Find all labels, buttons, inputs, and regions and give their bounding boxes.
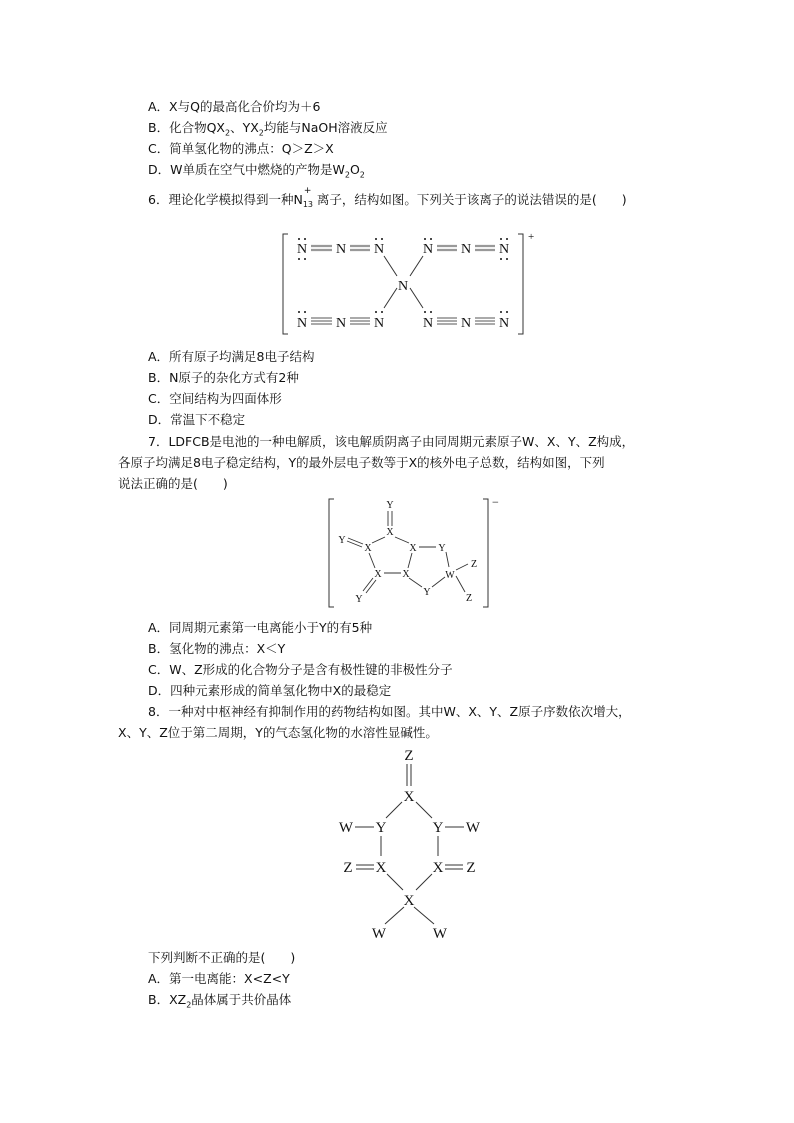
- svg-text:N: N: [373, 316, 385, 331]
- svg-text:Y: Y: [432, 820, 444, 836]
- q6-n13-ion-structure: [276, 228, 546, 340]
- q6-stem: 6．理论化学模拟得到一种N + 13 离子，结构如图。下列关于该离子的说法错误的是( ): [148, 186, 627, 209]
- q7-option-b: B．氢化物的沸点：X＜Y: [148, 641, 286, 656]
- q7-option-d: D．四种元素形成的简单氢化物中X的最稳定: [148, 683, 392, 698]
- svg-text:N: N: [422, 242, 434, 257]
- q8-option-a: A．第一电离能：X<Z<Y: [148, 971, 290, 986]
- svg-text:X: X: [374, 569, 382, 580]
- q7-option-a: A．同周期元素第一电离能小于Y的有5种: [148, 620, 373, 635]
- q7-stem-line1: 7．LDFCB是电池的一种电解质，该电解质阴离子由同周期元素原子W、X、Y、Z构成，: [148, 434, 635, 449]
- q6-option-b: B．N原子的杂化方式有2种: [148, 370, 299, 385]
- svg-text:W: W: [445, 570, 455, 581]
- q8-option-b: B．$XZ_2$晶体属于共价晶体: [148, 992, 292, 1010]
- svg-text:N: N: [460, 316, 472, 331]
- svg-text:W: W: [465, 820, 481, 836]
- q7-stem-line2: 各原子均满足8电子稳定结构，Y的最外层电子数等于X的核外电子总数，结构如图，下列: [118, 455, 605, 470]
- svg-text:Y: Y: [375, 820, 387, 836]
- svg-text:N: N: [460, 242, 472, 257]
- svg-text:Z: Z: [470, 559, 478, 570]
- svg-text:N: N: [422, 316, 434, 331]
- svg-text:W: W: [371, 926, 387, 942]
- svg-text:Y: Y: [438, 543, 446, 554]
- svg-text:W: W: [432, 926, 448, 942]
- svg-text:N: N: [498, 242, 510, 257]
- svg-text:N: N: [296, 316, 308, 331]
- svg-text:Z: Z: [404, 748, 414, 764]
- q7-stem-line3: 说法正确的是( ): [118, 476, 228, 491]
- svg-text:X: X: [432, 860, 444, 876]
- q8-stem-line2: X、Y、Z位于第二周期，Y的气态氢化物的水溶性显碱性。: [118, 725, 438, 740]
- svg-text:X: X: [386, 527, 394, 538]
- q8-drug-structure: [330, 744, 490, 944]
- svg-text:X: X: [402, 569, 410, 580]
- q5-option-b: B．化合物$QX_2$、$YX_2$均能与NaOH溶液反应: [148, 120, 388, 138]
- q5-option-d: D．W单质在空气中燃烧的产物是$W_2O_2$: [148, 162, 365, 180]
- q7-option-c: C．W、Z形成的化合物分子是含有极性键的非极性分子: [148, 662, 453, 677]
- svg-text:Y: Y: [338, 535, 346, 546]
- svg-text:Z: Z: [343, 860, 353, 876]
- svg-text:Z: Z: [466, 860, 476, 876]
- q5-option-a: A．X与Q的最高化合价均为＋6: [148, 99, 321, 114]
- svg-text:X: X: [375, 860, 387, 876]
- svg-text:X: X: [403, 893, 415, 909]
- svg-text:X: X: [403, 789, 415, 805]
- svg-text:W: W: [338, 820, 354, 836]
- svg-text:N: N: [335, 316, 347, 331]
- q6-charge: +: [528, 231, 535, 243]
- svg-text:X: X: [409, 543, 417, 554]
- svg-text:N: N: [296, 242, 308, 257]
- svg-text:Z: Z: [465, 593, 473, 604]
- q7-anion-structure: [320, 494, 510, 612]
- svg-text:X: X: [364, 543, 372, 554]
- svg-text:N: N: [498, 316, 510, 331]
- q7-charge: −: [492, 495, 499, 509]
- svg-text:N: N: [335, 242, 347, 257]
- q6-option-c: C．空间结构为四面体形: [148, 391, 282, 406]
- svg-text:Y: Y: [386, 500, 394, 511]
- svg-text:Y: Y: [423, 587, 431, 598]
- q8-question: 下列判断不正确的是( ): [148, 950, 296, 965]
- svg-text:N: N: [373, 242, 385, 257]
- svg-text:Y: Y: [355, 594, 363, 605]
- svg-text:N: N: [397, 279, 409, 294]
- q8-stem-line1: 8．一种对中枢神经有抑制作用的药物结构如图。其中W、X、Y、Z原子序数依次增大，: [148, 704, 631, 719]
- q5-option-c: C．简单氢化物的沸点：Q＞Z＞X: [148, 141, 334, 156]
- q6-option-a: A．所有原子均满足8电子结构: [148, 349, 315, 364]
- q6-option-d: D．常温下不稳定: [148, 412, 246, 427]
